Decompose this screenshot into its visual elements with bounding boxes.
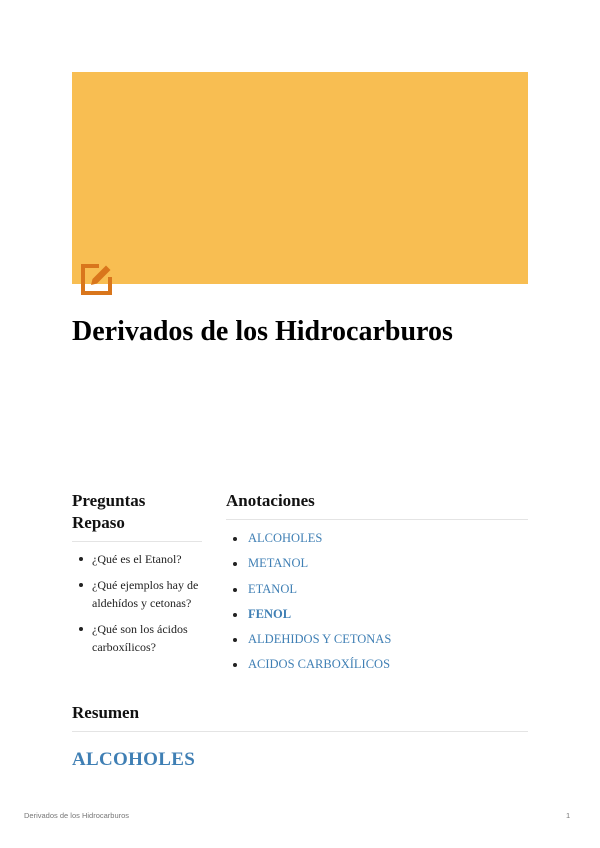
page-title: Derivados de los Hidrocarburos — [72, 316, 453, 347]
note-link-fenol[interactable]: FENOL — [226, 602, 528, 627]
notes-section — [226, 490, 528, 678]
summary-section — [72, 702, 528, 732]
question-item: ¿Qué es el Etanol? — [72, 550, 202, 568]
note-link-alcoholes[interactable]: ALCOHOLES — [226, 526, 528, 551]
review-questions-list — [72, 550, 202, 656]
review-questions-section — [72, 490, 202, 664]
question-item: ¿Qué son los ácidos carboxílicos? — [72, 620, 202, 656]
footer-title: Derivados de los Hidrocarburos — [24, 811, 130, 820]
question-item: ¿Qué ejemplos hay de aldehídos y cetonas? — [72, 576, 202, 612]
note-link-etanol[interactable]: ETANOL — [226, 577, 528, 602]
footer-page-number: 1 — [566, 811, 571, 820]
note-link-acidos-carboxilicos[interactable]: ACIDOS CARBOXÍLICOS — [226, 652, 528, 677]
edit-icon — [80, 262, 114, 296]
notes-heading: Anotaciones — [226, 490, 528, 520]
review-questions-heading: Preguntas Repaso — [72, 490, 202, 542]
summary-heading: Resumen — [72, 702, 528, 732]
note-link-aldehidos-cetonas[interactable]: ALDEHIDOS Y CETONAS — [226, 627, 528, 652]
note-link-metanol[interactable]: METANOL — [226, 551, 528, 576]
header-banner — [72, 72, 528, 284]
summary-subheading-alcoholes: ALCOHOLES — [72, 749, 196, 770]
notes-list — [226, 526, 528, 678]
